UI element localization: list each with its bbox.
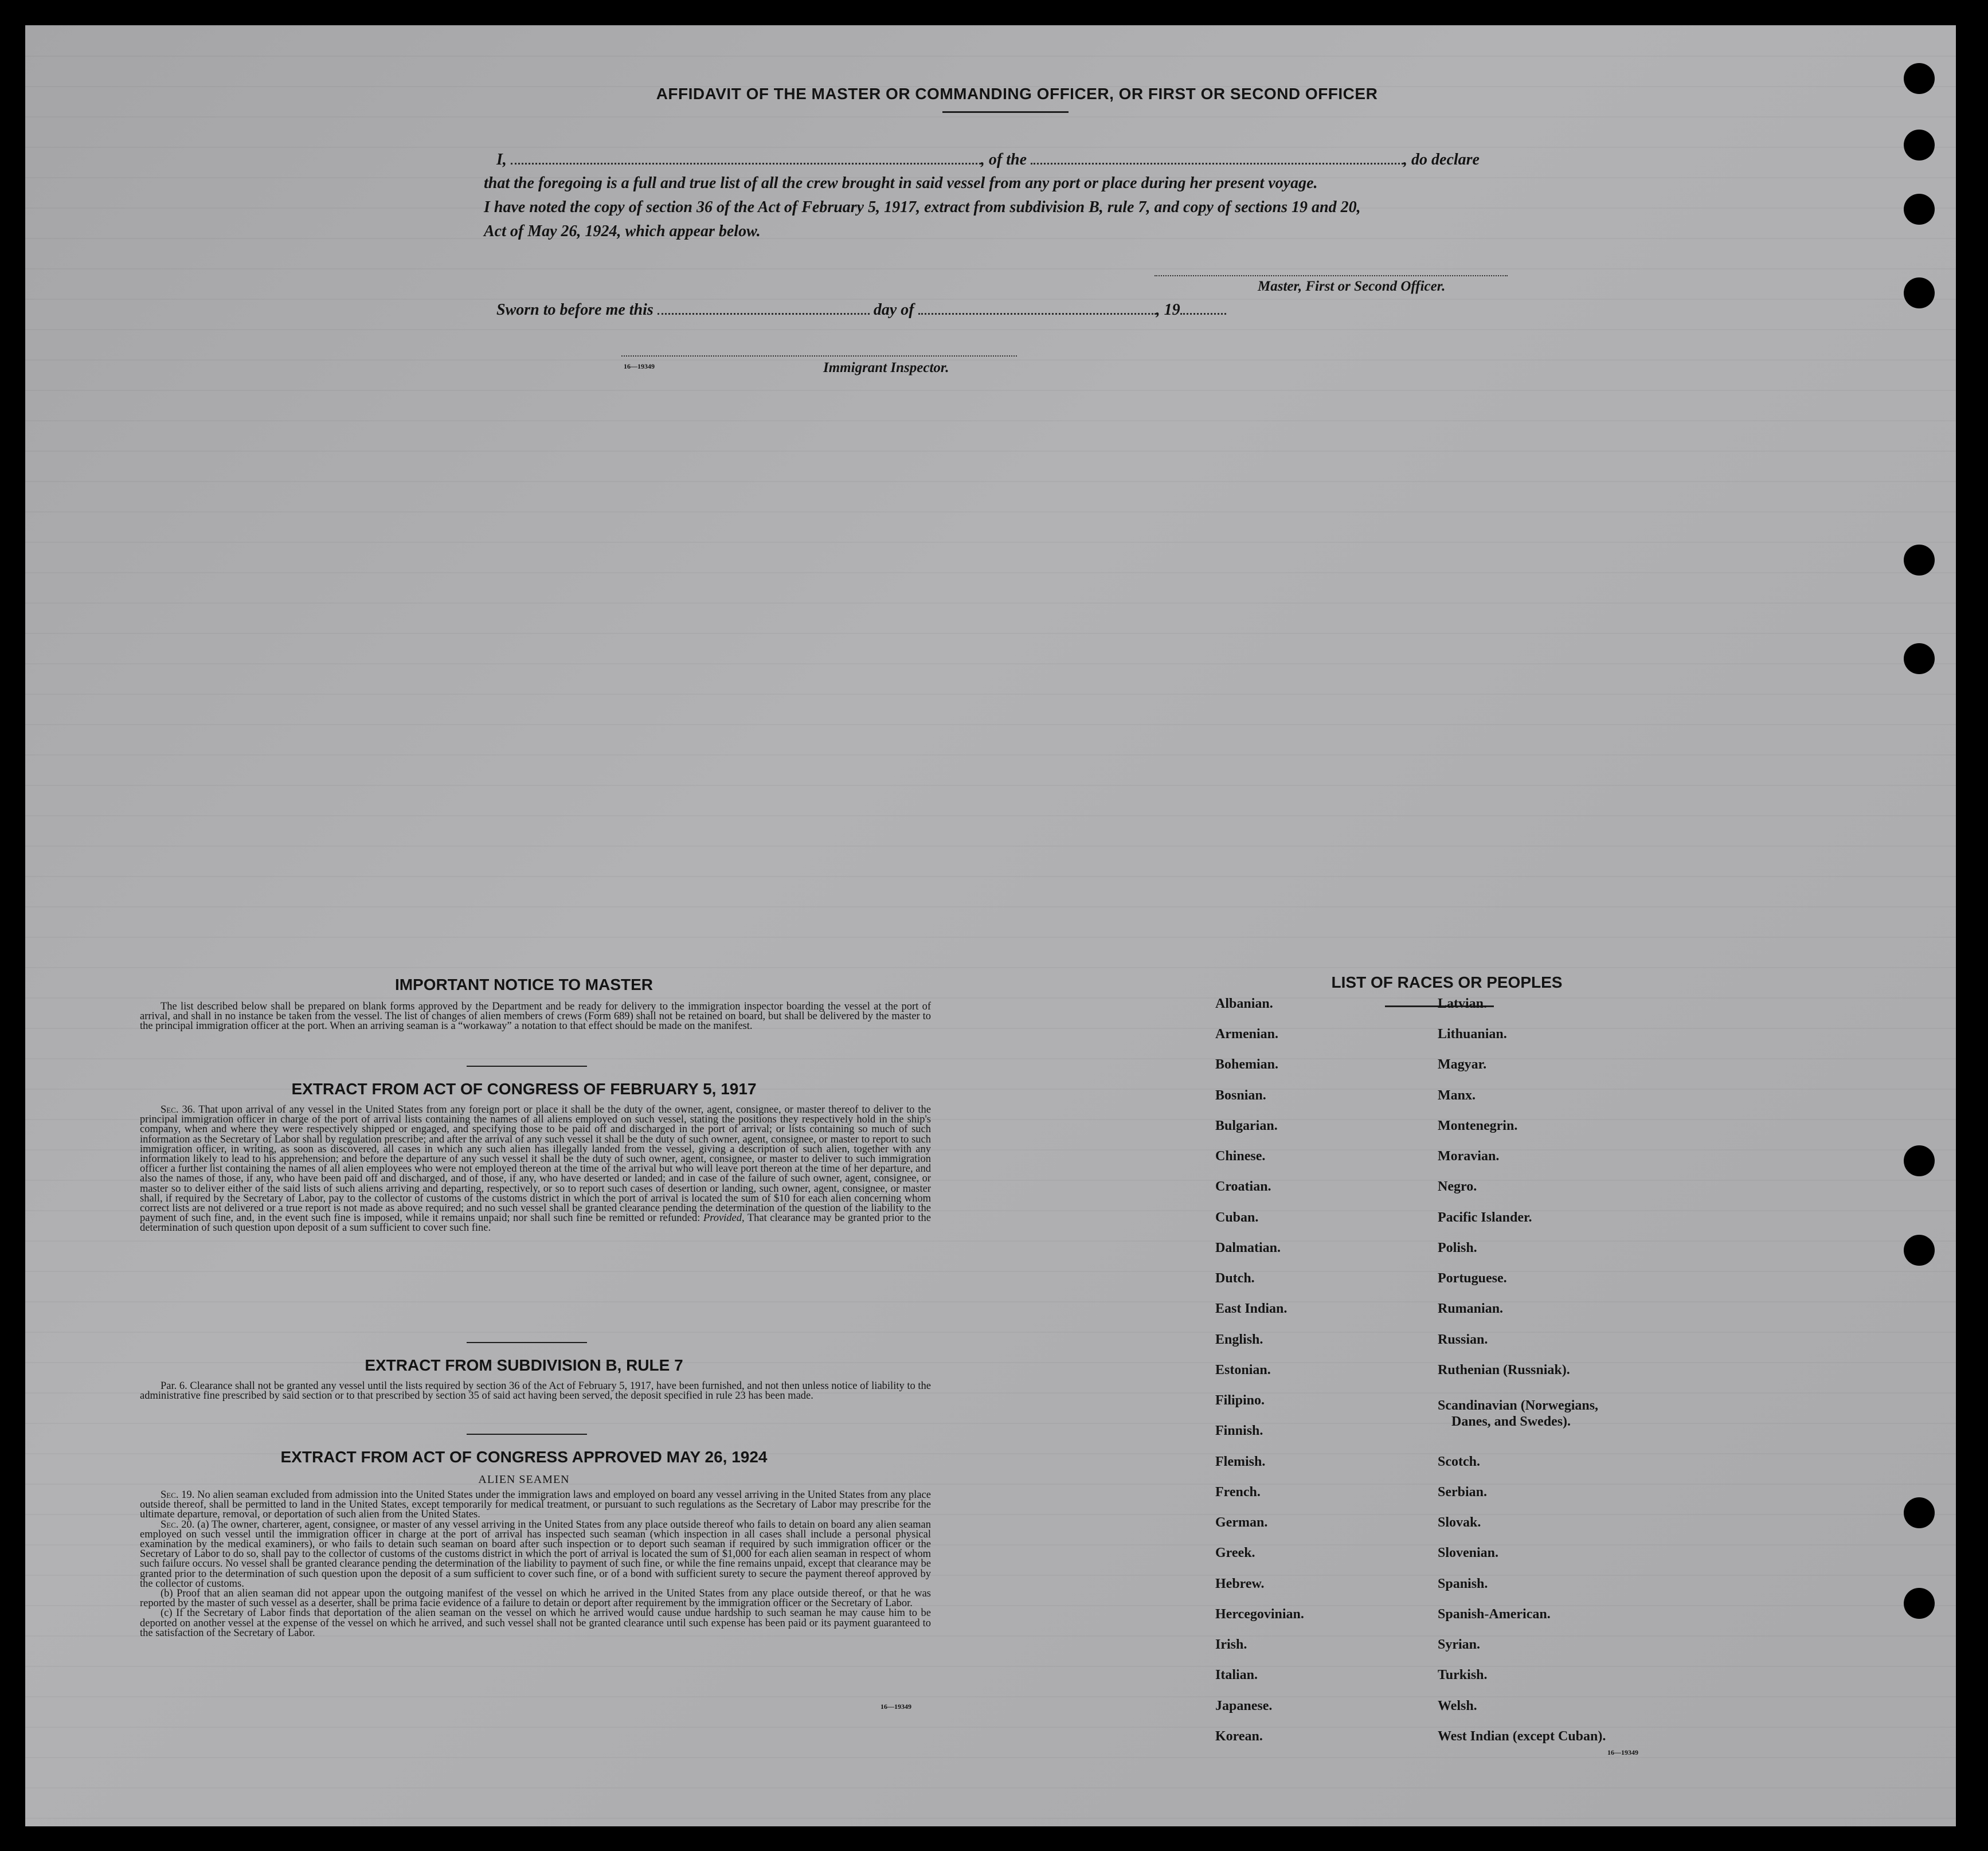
- year-label: , 19: [1156, 301, 1180, 319]
- affidavit-i-label: I,: [496, 151, 507, 169]
- sec20a-text: (a) The owner, charterer, agent, consignee, or master of any vessel arriving in the United States from any place outside thereof who fails to detain on board any alien seaman employed on such vessel until the immigration officer in charge at the port of arrival has inspected such seaman (which inspection in all cases shall include a personal physical examination by the medical examiners), or who fails to detain such seaman on board after such inspection or to deport such seaman if required by such immigration officer or the Secretary of Labor to do so, shall pay to the collector of customs of the customs district in which the port of arrival is located the sum of $1,000 for each alien seaman in respect of whom such failure occurs. No vessel shall be granted clearance pending the determination of the liability to payment of such fine, or while the fine remains unpaid, except that clearance may be granted prior to the determination of such question upon the deposit of a sum sufficient to cover such fine, or of a bond with sufficient surety to secure the payment thereof approved by the collector of customs.: [140, 1519, 932, 1590]
- punch-hole: [1904, 545, 1935, 576]
- alien-seamen-subheading: ALIEN SEAMEN: [478, 1473, 570, 1486]
- race-item: Croatian.: [1215, 1179, 1271, 1194]
- sec36-text-end: That clearance may be granted prior to the determination of such question upon deposit of a sum sufficient to cover such fine.: [140, 1212, 932, 1234]
- race-item: Turkish.: [1438, 1668, 1488, 1682]
- race-item: West Indian (except Cuban).: [1438, 1729, 1606, 1744]
- race-item: Flemish.: [1215, 1454, 1266, 1469]
- race-item: Moravian.: [1438, 1149, 1500, 1164]
- race-item: Cuban.: [1215, 1210, 1259, 1225]
- signature-line[interactable]: [1155, 275, 1508, 277]
- sec19-label: Sec. 19.: [161, 1489, 195, 1501]
- sworn-day-field[interactable]: [658, 300, 870, 315]
- race-item: Chinese.: [1215, 1149, 1266, 1164]
- punch-hole: [1904, 1145, 1935, 1176]
- race-item: Armenian.: [1215, 1027, 1278, 1042]
- race-item: Dalmatian.: [1215, 1240, 1281, 1255]
- race-item: Hebrew.: [1215, 1576, 1265, 1591]
- signature-caption: Master, First or Second Officer.: [1258, 279, 1446, 294]
- extract-form-number: 16—19349: [880, 1703, 911, 1711]
- notice-body: [140, 1002, 931, 1032]
- races-form-number: 16—19349: [1607, 1748, 1638, 1756]
- affidavit-line-4: Act of May 26, 1924, which appear below.: [484, 222, 761, 240]
- race-item: Latvian.: [1438, 996, 1488, 1011]
- race-item: Hercegovinian.: [1215, 1607, 1304, 1622]
- race-item: Bulgarian.: [1215, 1118, 1278, 1133]
- extract-1917-heading: EXTRACT FROM ACT OF CONGRESS OF FEBRUARY 5, 1917: [291, 1080, 757, 1098]
- race-item: Serbian.: [1438, 1485, 1488, 1500]
- inspector-caption: Immigrant Inspector.: [823, 360, 949, 375]
- sec20b-text: (b) Proof that an alien seaman did not appear upon the outgoing manifest of the vessel on which he arrived in the United States from any place outside thereof, or that he was reported by the master of such vessel as a deserter, shall be prima facie evidence of a failure to detain or deport after requirement by the immigration officer or the Secretary of Labor.: [140, 1588, 931, 1610]
- affidavit-do-declare: , do declare: [1403, 151, 1480, 169]
- race-item: Ruthenian (Russniak).: [1438, 1363, 1570, 1378]
- race-item: Slovenian.: [1438, 1545, 1499, 1560]
- sworn-month-field[interactable]: [918, 300, 1156, 315]
- race-item-line: Scandinavian (Norwegians,: [1438, 1398, 1599, 1413]
- race-item: Negro.: [1438, 1179, 1477, 1194]
- punch-hole: [1904, 63, 1935, 94]
- document-page: [25, 25, 1956, 1826]
- notice-text: The list described below shall be prepared on blank forms approved by the Department and be ready for delivery to the immigration inspector boarding the vessel at the port of arrival, and shall in no instance be taken from the vessel. The list of changes of alien members of crews (Form 689) shall not be retained on board, but shall be delivered by the master to the principal immigration officer at the port. When an arriving seaman is a “workaway” a notation to that effect should be made on the manifest.: [140, 1001, 931, 1032]
- affidavit-title-rule: [942, 111, 1069, 113]
- races-title: LIST OF RACES OR PEOPLES: [1331, 973, 1563, 991]
- sworn-line: [496, 300, 1226, 319]
- race-item: Japanese.: [1215, 1699, 1273, 1713]
- sec20c-text: (c) If the Secretary of Labor finds that deportation of the alien seaman on the vessel on which he arrived would cause undue hardship to such seaman he may cause him to be deported on another vessel at the expense of the vessel on which he arrived, and such vessel shall not be granted clearance until such expense has been paid or its payment guaranteed to the satisfaction of the Secretary of Labor.: [140, 1607, 931, 1639]
- section-divider: [467, 1434, 587, 1435]
- punch-hole: [1904, 643, 1935, 674]
- sworn-label: Sworn to before me this: [496, 301, 653, 319]
- race-item: Filipino.: [1215, 1393, 1265, 1408]
- extract-1924-heading: EXTRACT FROM ACT OF CONGRESS APPROVED MAY 26, 1924: [280, 1448, 768, 1466]
- race-item: Magyar.: [1438, 1057, 1487, 1072]
- punch-hole: [1904, 1497, 1935, 1528]
- affidavit-title: AFFIDAVIT OF THE MASTER OR COMMANDING OFFICER, OR FIRST OR SECOND OFFICER: [656, 85, 1378, 103]
- race-item: Lithuanian.: [1438, 1027, 1507, 1042]
- race-item: Scotch.: [1438, 1454, 1480, 1469]
- race-item: Manx.: [1438, 1088, 1476, 1103]
- affidavit-line-2: that the foregoing is a full and true list of all the crew brought in said vessel from any port or place during her present voyage.: [484, 174, 1318, 192]
- master-name-field[interactable]: [511, 150, 981, 165]
- sec20-label: Sec. 20.: [161, 1519, 195, 1531]
- extract-1917-body: [140, 1105, 931, 1234]
- extract-rule7-body: [140, 1382, 931, 1401]
- punch-hole: [1904, 194, 1935, 225]
- affidavit-line-1: [496, 150, 1480, 169]
- punch-hole: [1904, 277, 1935, 308]
- race-item: Albanian.: [1215, 996, 1273, 1011]
- race-item: Polish.: [1438, 1240, 1477, 1255]
- race-item: Greek.: [1215, 1545, 1255, 1560]
- race-item: Russian.: [1438, 1332, 1488, 1347]
- race-item: Bosnian.: [1215, 1088, 1266, 1103]
- race-item: Portuguese.: [1438, 1271, 1507, 1286]
- race-item: Spanish-American.: [1438, 1607, 1551, 1622]
- race-item: Italian.: [1215, 1668, 1258, 1682]
- provided-word: Provided,: [703, 1212, 745, 1224]
- race-item: Pacific Islander.: [1438, 1210, 1532, 1225]
- race-item: Finnish.: [1215, 1423, 1263, 1438]
- race-item: French.: [1215, 1485, 1261, 1500]
- extract-1924-body: [140, 1490, 931, 1638]
- sec19-text: No alien seaman excluded from admission into the United States under the immigration laws and employed on board any vessel arriving in the United States from any place outside thereof, shall be permitted to land in the United States, except temporarily for medical treatment, or pursuant to such regulations as the Secretary of Labor may prescribe for the ultimate departure, removal, or deportation of such alien from the United States.: [140, 1489, 932, 1521]
- sec36-text: That upon arrival of any vessel in the United States from any foreign port or place it shall be the duty of the owner, agent, consignee, or master thereof to deliver to the principal immigration officer in charge of the port of arrival lists containing the names of all aliens employed on such vessel, stating the positions they respectively hold in the ship's company, when and where they were respectively shipped or engaged, and specifying those to be paid off and discharged in the port of arrival; or lists containing so much of such information as the Secretary of Labor shall by regulation prescribe; and after the arrival of any such vessel it shall be the duty of such owner, agent, consignee, or master to report to such immigration officer, in writing, as soon as discovered, all cases in which any such alien has illegally landed from the vessel, giving a description of such alien, together with any information likely to lead to his apprehension; and before the departure of any such vessel it shall be the duty of such owner, agent, consignee, or master to deliver to such immigration officer a further list containing the names of all alien employees who were not employed thereon at the time of the arrival but who will leave port thereon at the time of her departure, and also the names of those, if any, who have been paid off and discharged, and of those, if any, who have deserted or landed; and in case of the failure of such owner, agent, consignee, or master so to deliver either of the said lists of such aliens arriving and departing, respectively, or so to report such cases of desertion or landing, such owner, agent, consignee, or master shall, if required by the Secretary of Labor, pay to the collector of customs of the customs district in which the port of arrival is located the sum of $10 for each alien concerning whom correct lists are not delivered or a true report is not made as above required; and no such vessel shall be granted clearance pending the determination of the question of the liability to the payment of such fine, and, in the event such fine is imposed, while it remains unpaid; nor shall such fine be remitted or refunded:: [140, 1104, 931, 1224]
- race-item: English.: [1215, 1332, 1263, 1347]
- affidavit-of-the: , of the: [980, 151, 1027, 169]
- rule7-text: Par. 6. Clearance shall not be granted any vessel until the lists required by section 36 of the Act of February 5, 1917, have been furnished, and not then unless notice of liability to the administrative fine prescribed by said section or to that prescribed by section 35 of said act having been served, the deposit specified in rule 23 has been made.: [140, 1380, 931, 1402]
- race-item: Estonian.: [1215, 1363, 1271, 1378]
- race-item: Welsh.: [1438, 1699, 1477, 1713]
- punch-hole: [1904, 1235, 1935, 1266]
- race-item-scandinavian: [1438, 1398, 1598, 1430]
- extract-rule7-heading: EXTRACT FROM SUBDIVISION B, RULE 7: [365, 1356, 683, 1374]
- punch-hole: [1904, 130, 1935, 161]
- sec36-label: Sec. 36.: [161, 1104, 195, 1116]
- race-item: Dutch.: [1215, 1271, 1255, 1286]
- punch-hole: [1904, 1588, 1935, 1619]
- affidavit-form-number: 16—19349: [624, 362, 655, 370]
- affidavit-line-3: I have noted the copy of section 36 of the Act of February 5, 1917, extract from subdivision B, rule 7, and copy of sections 19 and 20,: [484, 198, 1361, 216]
- race-item: Bohemian.: [1215, 1057, 1279, 1072]
- vessel-name-field[interactable]: [1031, 150, 1403, 165]
- sworn-year-field[interactable]: [1180, 300, 1226, 315]
- race-item: Rumanian.: [1438, 1301, 1504, 1316]
- section-divider: [467, 1066, 587, 1067]
- race-item: Korean.: [1215, 1729, 1263, 1744]
- notice-heading: IMPORTANT NOTICE TO MASTER: [394, 976, 653, 993]
- race-item: Syrian.: [1438, 1637, 1481, 1652]
- race-item: Slovak.: [1438, 1515, 1481, 1530]
- section-divider: [467, 1342, 587, 1343]
- race-item: Montenegrin.: [1438, 1118, 1518, 1133]
- inspector-signature-line[interactable]: [621, 355, 1017, 358]
- race-item: German.: [1215, 1515, 1268, 1530]
- race-item-line: Danes, and Swedes).: [1451, 1414, 1571, 1429]
- race-item: Spanish.: [1438, 1576, 1488, 1591]
- race-item: Irish.: [1215, 1637, 1247, 1652]
- race-item: East Indian.: [1215, 1301, 1287, 1316]
- day-of-label: day of: [873, 301, 914, 319]
